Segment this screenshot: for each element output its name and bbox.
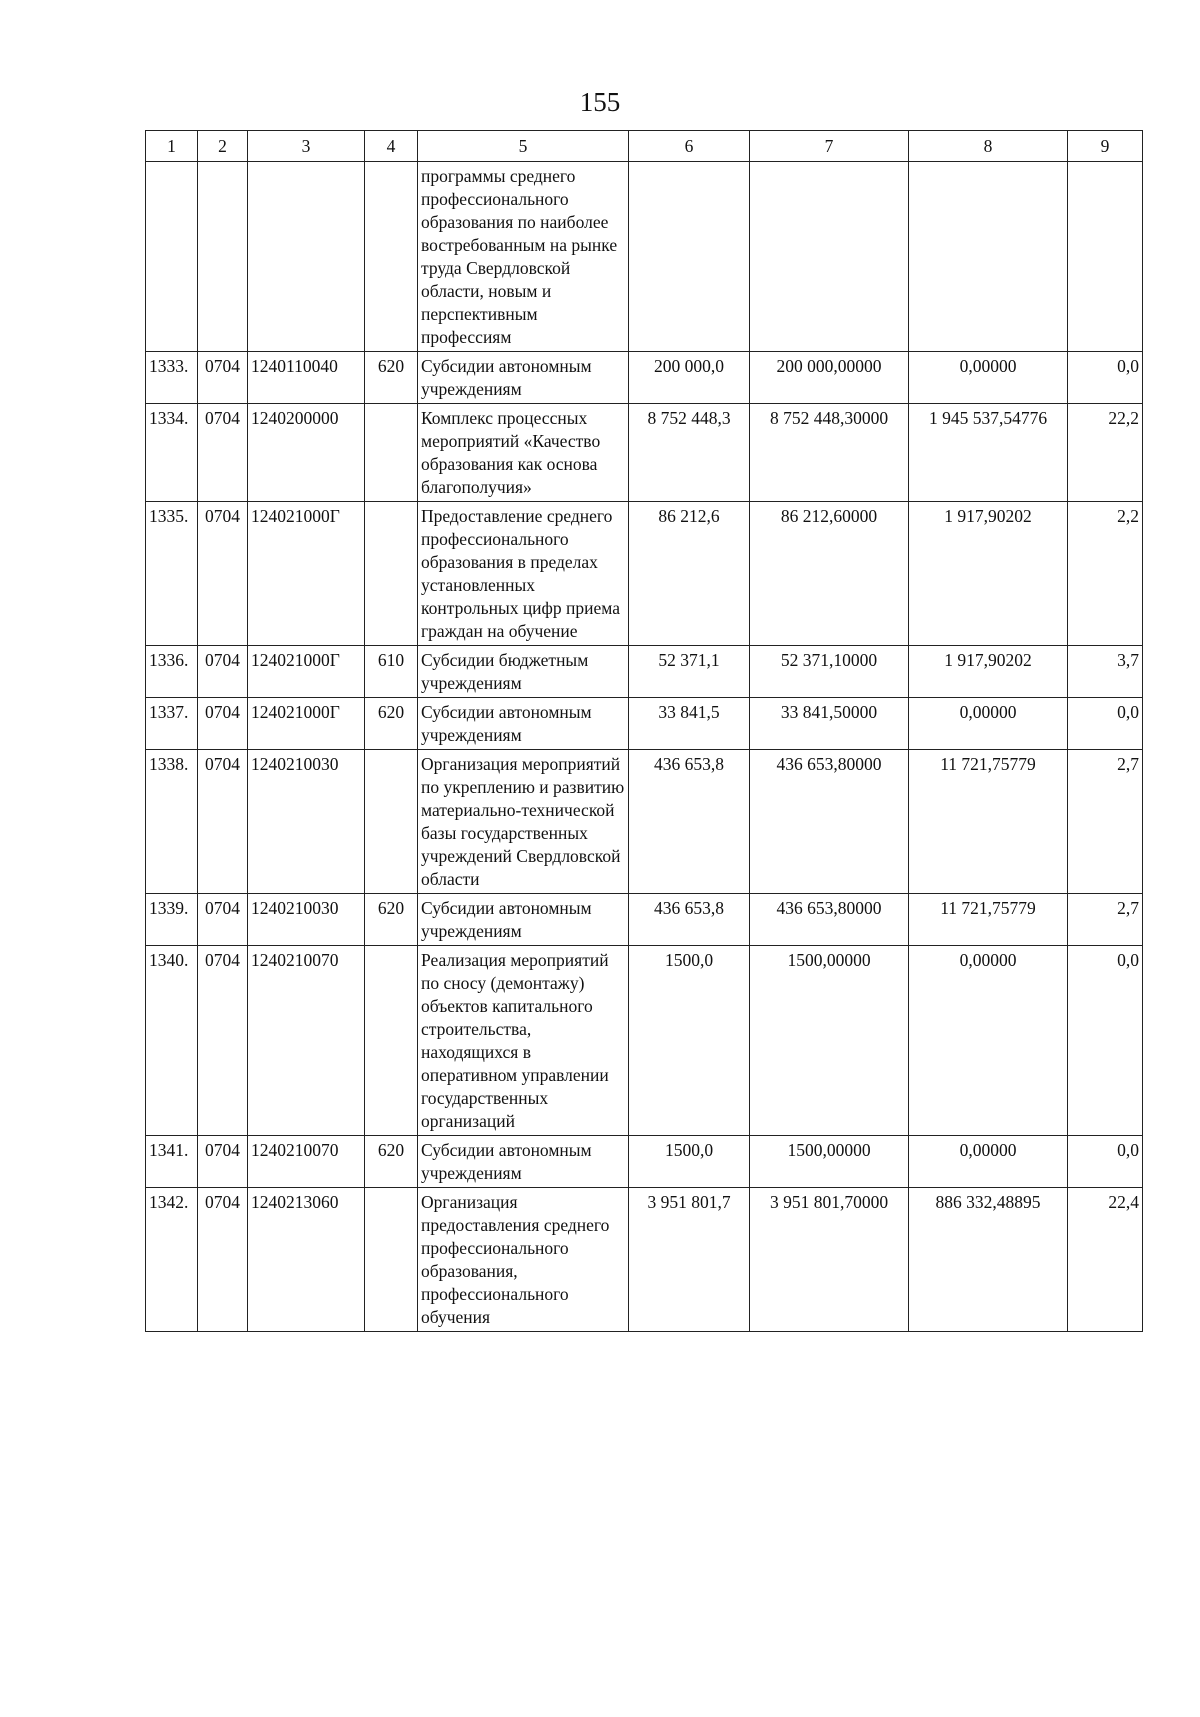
value-col8-cell: 0,00000	[909, 698, 1068, 750]
table-row	[146, 894, 1143, 946]
header-cell: 2	[198, 131, 248, 162]
value-col8-cell: 1 917,90202	[909, 646, 1068, 698]
expense-type-cell	[365, 502, 418, 646]
value-col8-cell	[909, 162, 1068, 352]
budget-table	[145, 130, 1143, 1332]
expense-type-cell	[365, 404, 418, 502]
page-number: 155	[579, 87, 621, 117]
value-col8-cell: 0,00000	[909, 946, 1068, 1136]
expense-type-cell: 620	[365, 894, 418, 946]
row-number-cell: 1338.	[146, 750, 198, 894]
expense-type-cell: 620	[365, 1136, 418, 1188]
value-col9-cell: 2,2	[1068, 502, 1143, 646]
value-col6-cell: 1500,0	[629, 1136, 750, 1188]
value-col6-cell: 3 951 801,7	[629, 1188, 750, 1332]
description-cell: Комплекс процессных мероприятий «Качество образования как основа благополучия»	[418, 404, 629, 502]
table-row	[146, 1136, 1143, 1188]
description-cell: Субсидии автономным учреждениям	[418, 698, 629, 750]
value-col6-cell: 33 841,5	[629, 698, 750, 750]
header-cell: 7	[750, 131, 909, 162]
description-cell: программы среднего профессионального образования по наиболее востребованным на рынке труда Свердловской области, новым и перспективным профессиям	[418, 162, 629, 352]
value-col7-cell: 1500,00000	[750, 1136, 909, 1188]
value-col6-cell: 436 653,8	[629, 750, 750, 894]
value-col9-cell: 0,0	[1068, 1136, 1143, 1188]
description-cell: Организация предоставления среднего профессионального образования, профессионального обучения	[418, 1188, 629, 1332]
row-number-cell: 1336.	[146, 646, 198, 698]
value-col8-cell: 886 332,48895	[909, 1188, 1068, 1332]
description-cell: Организация мероприятий по укреплению и развитию материально-технической базы государственных учреждений Свердловской области	[418, 750, 629, 894]
section-cell: 0704	[198, 502, 248, 646]
value-col7-cell: 52 371,10000	[750, 646, 909, 698]
value-col9-cell: 2,7	[1068, 750, 1143, 894]
row-number-cell: 1334.	[146, 404, 198, 502]
target-code-cell: 124021000Г	[248, 646, 365, 698]
value-col6-cell: 1500,0	[629, 946, 750, 1136]
value-col7-cell: 3 951 801,70000	[750, 1188, 909, 1332]
table-row	[146, 352, 1143, 404]
target-code-cell: 1240110040	[248, 352, 365, 404]
value-col7-cell: 436 653,80000	[750, 750, 909, 894]
value-col9-cell: 2,7	[1068, 894, 1143, 946]
target-code-cell: 1240200000	[248, 404, 365, 502]
row-number-cell: 1333.	[146, 352, 198, 404]
value-col9-cell: 0,0	[1068, 352, 1143, 404]
table-row	[146, 1188, 1143, 1332]
expense-type-cell: 620	[365, 698, 418, 750]
section-cell: 0704	[198, 698, 248, 750]
section-cell: 0704	[198, 1136, 248, 1188]
value-col6-cell: 52 371,1	[629, 646, 750, 698]
value-col6-cell: 8 752 448,3	[629, 404, 750, 502]
value-col8-cell: 1 917,90202	[909, 502, 1068, 646]
section-cell: 0704	[198, 352, 248, 404]
value-col6-cell: 436 653,8	[629, 894, 750, 946]
description-cell: Субсидии автономным учреждениям	[418, 352, 629, 404]
target-code-cell: 124021000Г	[248, 698, 365, 750]
value-col8-cell: 11 721,75779	[909, 894, 1068, 946]
table-row	[146, 698, 1143, 750]
section-cell: 0704	[198, 1188, 248, 1332]
table-row	[146, 162, 1143, 352]
value-col6-cell: 86 212,6	[629, 502, 750, 646]
row-number-cell	[146, 162, 198, 352]
target-code-cell	[248, 162, 365, 352]
value-col6-cell: 200 000,0	[629, 352, 750, 404]
target-code-cell: 1240213060	[248, 1188, 365, 1332]
expense-type-cell: 610	[365, 646, 418, 698]
target-code-cell: 1240210030	[248, 894, 365, 946]
value-col9-cell: 3,7	[1068, 646, 1143, 698]
value-col7-cell: 86 212,60000	[750, 502, 909, 646]
expense-type-cell	[365, 162, 418, 352]
row-number-cell: 1339.	[146, 894, 198, 946]
target-code-cell: 124021000Г	[248, 502, 365, 646]
value-col9-cell	[1068, 162, 1143, 352]
header-cell: 3	[248, 131, 365, 162]
value-col6-cell	[629, 162, 750, 352]
value-col7-cell: 33 841,50000	[750, 698, 909, 750]
target-code-cell: 1240210070	[248, 1136, 365, 1188]
section-cell: 0704	[198, 750, 248, 894]
header-cell: 8	[909, 131, 1068, 162]
target-code-cell: 1240210030	[248, 750, 365, 894]
value-col8-cell: 1 945 537,54776	[909, 404, 1068, 502]
section-cell	[198, 162, 248, 352]
value-col9-cell: 0,0	[1068, 698, 1143, 750]
description-cell: Субсидии автономным учреждениям	[418, 894, 629, 946]
table-row	[146, 946, 1143, 1136]
description-cell: Предоставление среднего профессионального образования в пределах установленных контрольных цифр приема граждан на обучение	[418, 502, 629, 646]
value-col7-cell: 8 752 448,30000	[750, 404, 909, 502]
table-row	[146, 646, 1143, 698]
row-number-cell: 1340.	[146, 946, 198, 1136]
expense-type-cell	[365, 946, 418, 1136]
value-col9-cell: 0,0	[1068, 946, 1143, 1136]
table-row	[146, 502, 1143, 646]
value-col8-cell: 0,00000	[909, 352, 1068, 404]
description-cell: Субсидии бюджетным учреждениям	[418, 646, 629, 698]
target-code-cell: 1240210070	[248, 946, 365, 1136]
value-col7-cell: 1500,00000	[750, 946, 909, 1136]
value-col8-cell: 11 721,75779	[909, 750, 1068, 894]
section-cell: 0704	[198, 646, 248, 698]
section-cell: 0704	[198, 946, 248, 1136]
header-cell: 5	[418, 131, 629, 162]
value-col8-cell: 0,00000	[909, 1136, 1068, 1188]
value-col7-cell: 436 653,80000	[750, 894, 909, 946]
header-cell: 6	[629, 131, 750, 162]
row-number-cell: 1341.	[146, 1136, 198, 1188]
header-cell: 1	[146, 131, 198, 162]
header-cell: 4	[365, 131, 418, 162]
row-number-cell: 1342.	[146, 1188, 198, 1332]
description-cell: Субсидии автономным учреждениям	[418, 1136, 629, 1188]
row-number-cell: 1335.	[146, 502, 198, 646]
table-row	[146, 404, 1143, 502]
header-row	[146, 131, 1143, 162]
section-cell: 0704	[198, 894, 248, 946]
header-cell: 9	[1068, 131, 1143, 162]
value-col9-cell: 22,2	[1068, 404, 1143, 502]
description-cell: Реализация мероприятий по сносу (демонтажу) объектов капитального строительства, находящихся в оперативном управлении государственных организаций	[418, 946, 629, 1136]
expense-type-cell	[365, 750, 418, 894]
section-cell: 0704	[198, 404, 248, 502]
table-row	[146, 750, 1143, 894]
expense-type-cell: 620	[365, 352, 418, 404]
expense-type-cell	[365, 1188, 418, 1332]
value-col7-cell	[750, 162, 909, 352]
row-number-cell: 1337.	[146, 698, 198, 750]
value-col9-cell: 22,4	[1068, 1188, 1143, 1332]
value-col7-cell: 200 000,00000	[750, 352, 909, 404]
